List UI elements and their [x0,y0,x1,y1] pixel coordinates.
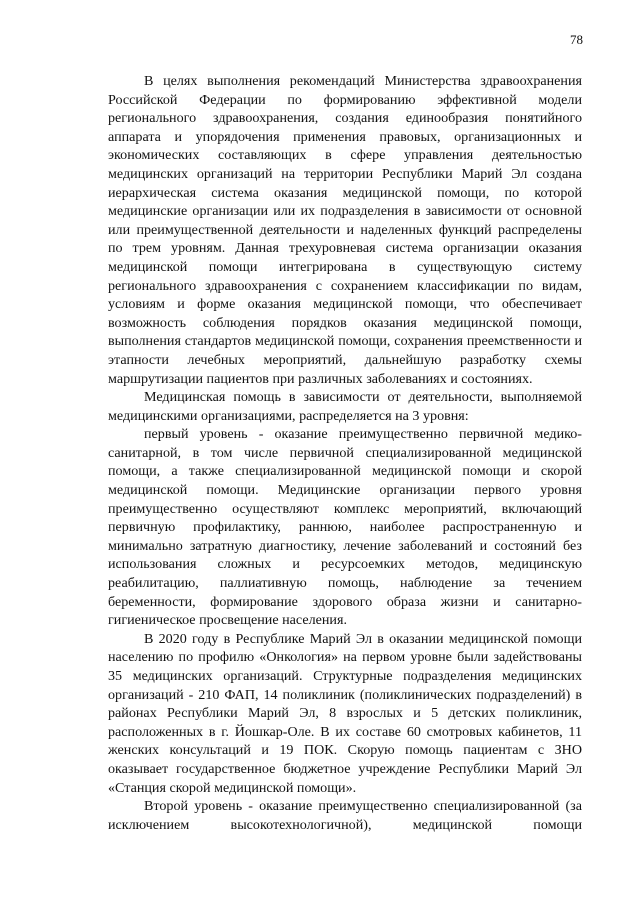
page-number: 78 [570,32,583,47]
paragraph-second-level: Второй уровень - оказание преимущественно специализированной (за исключением высокотехнологичной), медицинской помощи [108,798,582,833]
paragraph-intro: В целях выполнения рекомендаций Министерства здравоохранения Российской Федерации по формированию эффективной модели регионального здравоохранения, создания единообразия понятийного аппарата и упорядочения применения правовых, организационных и экономических составляющих в сфере управления деятельностью медицинских организаций на территории Республики Марий Эл создана иерархическая система оказания медицинской помощи, по которой медицинские организации или их подразделения в зависимости от основной или преимущественной деятельности и наделенных функций распределены по трем уровням. Данная трехуровневая система организации оказания медицинской помощи интегрирована в существующую систему регионального здравоохранения с сохранением классификации по видам, условиям и форме оказания медицинской помощи, что обеспечивает возможность соблюдения порядков оказания медицинской помощи, выполнения стандартов медицинской помощи, сохранения преемственности и этапности лечебных мероприятий, дальнейшую разработку схемы маршрутизации пациентов при различных заболеваниях и состояниях. [108,73,582,387]
paragraph-first-level: первый уровень - оказание преимущественно первичной медико-санитарной, в том числе первичной специализированной медицинской помощи, а также специализированной медицинской помощи и скорой медицинской помощи. Медицинские организации первого уровня преимущественно осуществляют комплекс мероприятий, включающий первичную профилактику, раннюю, наиболее распространенную и минимально затратную диагностику, лечение заболеваний и состояний без использования сложных и ресурсоемких методов, медицинскую реабилитацию, паллиативную помощь, наблюдение за течением беременности, формирование здорового образа жизни и санитарно-гигиеническое просвещение населения. [108,426,582,629]
document-body [108,72,582,834]
paragraph-levels-intro: Медицинская помощь в зависимости от деятельности, выполняемой медицинскими организациями, распределяется на 3 уровня: [108,389,582,424]
paragraph-oncology-2020: В 2020 году в Республике Марий Эл в оказании медицинской помощи населению по профилю «Онкология» на первом уровне были задействованы 35 медицинских организаций. Структурные подразделения медицинских организаций - 210 ФАП, 14 поликлиник (поликлинических подразделений) в районах Республики Марий Эл, 8 взрослых и 5 детских поликлиник, расположенных в г. Йошкар-Оле. В их составе 60 смотровых кабинетов, 11 женских консультаций и 19 ПОК. Скорую помощь пациентам с ЗНО оказывает государственное бюджетное учреждение Республики Марий Эл «Станция скорой медицинской помощи». [108,630,582,796]
